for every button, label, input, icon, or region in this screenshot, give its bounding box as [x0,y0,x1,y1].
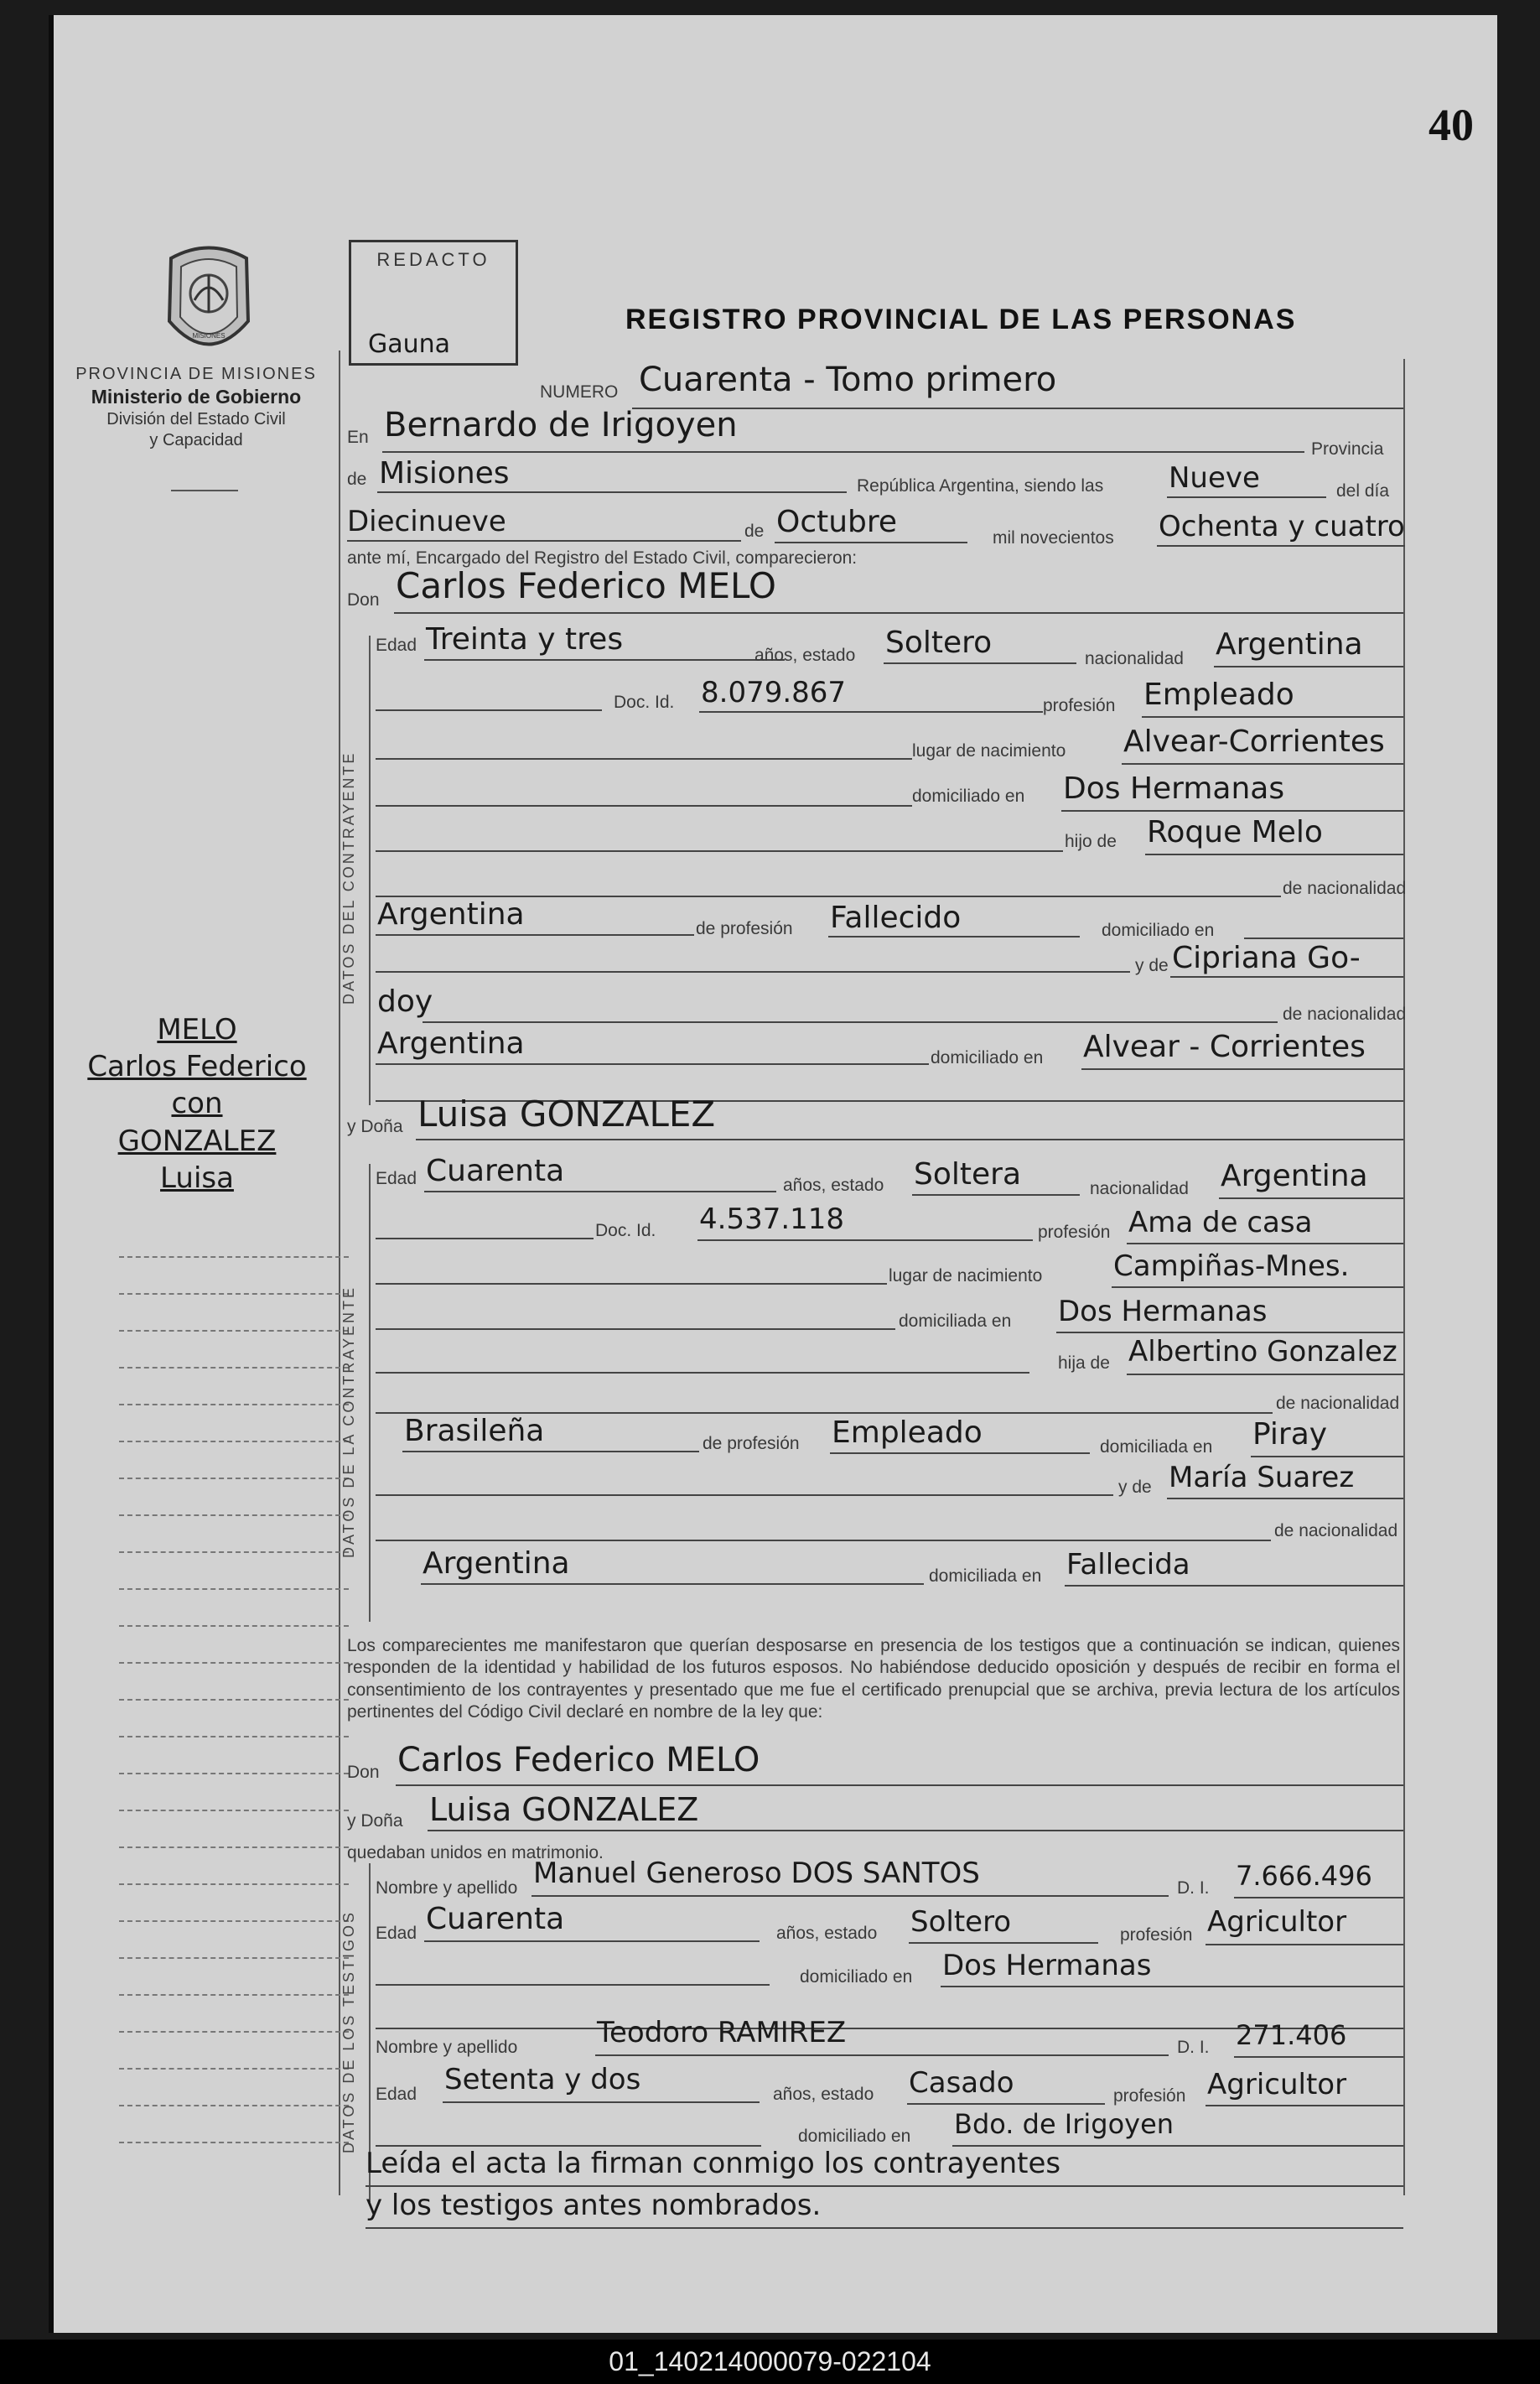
w2-nombre-label: Nombre y apellido [376,2038,518,2057]
margin-rule [119,1957,349,1959]
del-dia-label: del día [1336,481,1390,501]
w2-di: 271.406 [1236,2019,1347,2051]
groom-status: Soltero [885,626,993,660]
w2-age-line [443,2101,760,2103]
groom-y-de-label: y de [1135,956,1169,975]
margin-bride-name: Luisa [160,1161,234,1195]
groom-hijo-label: hijo de [1065,832,1117,851]
margin-rule [119,1846,349,1848]
groom-doc-line [699,711,1043,713]
ministry-heading [54,364,339,451]
bride-profession: Ama de casa [1128,1206,1313,1239]
groom-father-nationality: Argentina [377,897,525,932]
bride-father-domicile-line [1251,1456,1403,1457]
bride-nationality-line [1219,1197,1403,1199]
mil-novecientos-label: mil novecientos [993,528,1114,548]
bride-birthplace-line [1112,1286,1403,1288]
groom-status-line [884,662,1076,664]
division-name: División del Estado Civil [106,409,286,428]
bride-doc-lead-line [376,1238,594,1239]
groom-doc-label: Doc. Id. [614,693,675,712]
margin-rule [119,1810,349,1811]
bride-prof-label: profesión [1038,1223,1111,1242]
bride-doc-line [697,1239,1033,1241]
w2-di-label: D. I. [1177,2038,1210,2057]
margin-rule [119,1441,349,1442]
de-label: de [347,470,367,489]
groom-nac-label: nacionalidad [1085,649,1184,668]
bride-father-dom-label: domiciliada en [1100,1437,1213,1457]
groom-father-line [1145,854,1403,855]
margin-rule [119,1293,349,1295]
groom-father-profession-line [828,936,1080,937]
ministry-name: Ministerio de Gobierno [91,386,302,408]
frame-line-right [1403,359,1405,2195]
margin-rule [119,1551,349,1553]
margin-rule [119,1625,349,1627]
margin-rule [119,2031,349,2033]
bride-birthplace-label: lugar de nacimiento [889,1266,1043,1285]
groom-father-nac-label: de nacionalidad [1283,879,1407,898]
w1-prof-label: profesión [1120,1925,1193,1945]
bride-mother-nac-lead-line [376,1540,1271,1541]
redacto-box [349,240,518,366]
margin-rule [119,2142,349,2143]
provincial-seal-icon [154,242,263,367]
bride-domicile-line [1056,1332,1403,1333]
margin-rule [119,1883,349,1885]
margin-rule [119,1404,349,1405]
margin-rule [119,1699,349,1701]
w1-nombre-label: Nombre y apellido [376,1878,518,1898]
groom-parent-lead-line [376,850,1063,852]
bride-father-prof-label: de profesión [703,1434,800,1453]
w1-name: Manuel Generoso DOS SANTOS [533,1857,980,1890]
w2-domicile: Bdo. de Irigoyen [954,2108,1174,2140]
ante-mi-text: ante mí, Encargado del Registro del Estado Civil, comparecieron: [347,548,858,568]
bride-mother-domicile: Fallecida [1066,1548,1190,1582]
decl-unidos: quedaban unidos en matrimonio. [347,1843,604,1862]
groom-mother-nationality-line [376,1063,929,1065]
groom-mother: Cipriana Go- [1172,941,1361,975]
w1-di-label: D. I. [1177,1878,1210,1898]
margin-con: con [171,1087,223,1121]
provincia-label: Provincia [1311,439,1384,459]
w2-profession: Agricultor [1207,2068,1347,2101]
groom-father-dom-line [1244,937,1403,939]
bride-father-nationality: Brasileña [404,1414,545,1448]
en-label: En [347,428,369,447]
groom-father-prof-label: de profesión [696,919,793,938]
bride-dom-lead-line [376,1328,895,1330]
year-line [1157,545,1405,547]
margin-rule [119,1994,349,1996]
month-line [775,542,967,543]
svg-text:MISIONES: MISIONES [192,332,226,340]
bride-father-domicile: Piray [1252,1417,1328,1452]
margin-rule [119,1736,349,1737]
groom-mother-domicile-line [1081,1068,1403,1070]
margin-rule [119,1478,349,1479]
bride-mother-nac-label: de nacionalidad [1274,1521,1398,1540]
groom-bracket [369,636,371,1105]
republica-label: República Argentina, siendo las [857,476,1104,496]
province-name: PROVINCIA DE MISIONES [75,365,317,383]
act-month: Octubre [776,505,898,539]
hour-line [1167,496,1326,498]
margin-rule [119,1920,349,1922]
groom-prof-label: profesión [1043,696,1116,715]
redacto-label: REDACTO [376,249,490,270]
bride-dona-label: y Doña [347,1117,403,1136]
margin-rule [119,1588,349,1590]
closing-line-1: Leída el acta la firman conmigo los contrayentes [366,2147,1061,2180]
w1-domicile: Dos Hermanas [942,1949,1152,1982]
bride-doc: 4.537.118 [699,1202,845,1236]
groom-father-profession: Fallecido [830,901,962,935]
margin-rule [119,1662,349,1664]
province-line [377,491,847,493]
act-day: Diecinueve [347,505,506,538]
margin-given-names: Carlos Federico [87,1050,307,1084]
de-mes-label: de [744,522,765,541]
w1-age: Cuarenta [426,1902,565,1936]
bride-mother-lead-line [376,1494,1113,1496]
decl-don-label: Don [347,1763,380,1782]
w1-status-line [909,1942,1098,1944]
bride-birthplace: Campiñas-Mnes. [1113,1249,1350,1283]
groom-age-line [424,659,785,661]
margin-rule [119,1330,349,1332]
margin-rule [119,2105,349,2106]
groom-domicile-line [1061,810,1403,812]
declaration-text: Los comparecientes me manifestaron que querían desposarse en presencia de los testigos que a continuación se indican, quienes responden de la identidad y habilidad de los futuros esposos. No habiéndose deducido oposición y después de recibir en forma el consentimiento de los contrayentes y presentado que me fue el certificado prenupcial que se archiva, previa lectura de los artículos pertinentes del Código Civil declaré en nombre de la ley que: [347,1636,1400,1722]
groom-mother-lead-line [376,971,1130,973]
bride-hija-label: hija de [1058,1353,1110,1373]
closing-rule-1 [366,2185,1403,2187]
bride-parent-lead-line [376,1372,1029,1374]
day-line [347,540,741,542]
bride-anos-label: años, estado [783,1176,884,1195]
groom-mother-domicile: Alvear - Corrientes [1083,1030,1366,1064]
bride-father-nac-label: de nacionalidad [1276,1394,1400,1413]
bride-mother-nationality-line [421,1583,924,1585]
bride-doc-label: Doc. Id. [595,1221,656,1240]
groom-anos-label: años, estado [754,646,856,665]
w2-edad-label: Edad [376,2085,417,2104]
w1-di: 7.666.496 [1236,1860,1372,1892]
groom-birthplace: Alvear-Corrientes [1123,725,1385,759]
bride-birth-lead-line [376,1283,887,1285]
redacto-signature: Gauna [368,330,451,359]
margin-rule [119,1773,349,1774]
groom-birthplace-label: lugar de nacimiento [912,741,1066,761]
groom-mother-nac-label: de nacionalidad [1283,1005,1407,1024]
groom-name: Carlos Federico MELO [396,565,776,606]
w1-profession-line [1206,1944,1403,1945]
bride-mother-line [1167,1498,1403,1499]
bride-mother-domicile-line [1065,1585,1403,1587]
registry-title: REGISTRO PROVINCIAL DE LAS PERSONAS [625,304,1297,335]
place-line [382,451,1304,453]
w1-status: Soltero [910,1905,1012,1939]
groom-dom-lead-line [376,805,912,807]
groom-mother-line [1170,976,1403,978]
numero-line [632,408,1403,409]
groom-section-label: DATOS DEL CONTRAYENTE [340,751,357,1005]
heading-divider [171,490,238,491]
w2-status-line [907,2103,1105,2105]
bride-section-label: DATOS DE LA CONTRAYENTE [340,1285,357,1558]
groom-age: Treinta y tres [426,622,624,657]
division-name-cont: y Capacidad [149,430,243,449]
decl-bride-line [428,1830,1403,1831]
bride-domicile: Dos Hermanas [1058,1295,1268,1328]
groom-doc-lead-line [376,709,602,711]
margin-bride-surname: GONZALEZ [117,1124,277,1158]
bride-mother-nationality: Argentina [423,1546,570,1581]
bride-bracket [369,1164,371,1622]
margin-rule [119,1256,349,1258]
register-page [49,15,1497,2333]
groom-profession: Empleado [1143,678,1294,712]
bride-age: Cuarenta [426,1154,565,1188]
scan-id: 01_140214000079-022104 [609,2346,931,2376]
w2-status: Casado [909,2066,1014,2100]
groom-doc: 8.079.867 [701,676,847,709]
w1-edad-label: Edad [376,1924,417,1943]
w2-anos-label: años, estado [773,2085,874,2104]
act-year: Ochenta y cuatro [1159,510,1405,543]
witnesses-section-label: DATOS DE LOS TESTIGOS [340,1909,357,2153]
w2-name: Teodoro RAMIREZ [597,2016,847,2049]
groom-father-dom-label: domiciliado en [1102,921,1215,940]
bride-name-line [416,1139,1403,1140]
act-province: Misiones [379,456,510,491]
groom-father-nationality-line [376,934,694,936]
w1-anos-label: años, estado [776,1924,878,1943]
bride-father-line [1127,1374,1403,1375]
groom-domicile: Dos Hermanas [1063,771,1285,806]
groom-father: Roque Melo [1147,815,1323,849]
closing-rule-2 [366,2227,1403,2229]
bride-dom-label: domiciliada en [899,1311,1012,1331]
bride-mother-dom-label: domiciliada en [929,1566,1042,1586]
bride-status-line [912,1194,1080,1196]
w1-profession: Agricultor [1207,1905,1347,1939]
decl-groom: Carlos Federico MELO [397,1741,760,1779]
bride-father: Albertino Gonzalez [1128,1335,1397,1369]
margin-note [59,1011,335,1197]
w1-domicile-line [941,1986,1403,1987]
w1-name-line [531,1895,1169,1897]
bride-profession-line [1127,1243,1403,1244]
footer-strip [0,2340,1540,2384]
w2-name-line [595,2054,1169,2056]
groom-don-label: Don [347,590,380,610]
decl-bride: Luisa GONZALEZ [429,1791,699,1828]
w2-dom-label: domiciliado en [798,2127,911,2146]
page-number: 40 [1429,100,1474,150]
groom-name-line [394,612,1403,614]
bride-father-nationality-line [402,1451,699,1452]
w2-age: Setenta y dos [444,2063,641,2096]
groom-mother-nac-lead-line [423,1021,1278,1023]
bride-name: Luisa GONZALEZ [417,1093,716,1135]
bride-age-line [424,1191,776,1192]
w2-prof-label: profesión [1113,2086,1186,2106]
decl-dona-label: y Doña [347,1811,403,1831]
bride-y-de-label: y de [1118,1478,1152,1497]
w1-di-line [1234,1897,1403,1898]
groom-birth-lead-line [376,758,912,760]
act-hour: Nueve [1169,461,1260,495]
bride-father-profession: Empleado [832,1415,983,1450]
groom-edad-label: Edad [376,636,417,655]
act-place: Bernardo de Irigoyen [384,406,738,444]
w2-di-line [1234,2056,1403,2058]
margin-rule [119,1367,349,1369]
bride-mother: María Suarez [1169,1461,1355,1494]
w2-profession-line [1206,2105,1403,2106]
groom-dom-label: domiciliado en [912,787,1025,806]
w1-age-line [424,1940,760,1942]
groom-birthplace-line [1122,763,1403,765]
w1-dom-lead-line [376,1984,770,1986]
groom-nationality-line [1214,666,1403,667]
closing-line-2: y los testigos antes nombrados. [366,2189,822,2222]
groom-nationality: Argentina [1216,627,1363,662]
margin-rule [119,1514,349,1516]
groom-mother-cont: doy [377,984,433,1019]
w1-dom-label: domiciliado en [800,1967,913,1987]
margin-rule [119,2068,349,2070]
numero-label: NUMERO [540,382,619,402]
bride-edad-label: Edad [376,1169,417,1188]
bride-nac-label: nacionalidad [1090,1179,1189,1198]
decl-groom-line [396,1784,1403,1786]
margin-surname: MELO [157,1013,237,1047]
groom-mother-nationality: Argentina [377,1026,525,1061]
bride-nationality: Argentina [1221,1159,1368,1193]
bride-father-profession-line [830,1452,1090,1454]
act-number: Cuarenta - Tomo primero [639,361,1057,399]
bride-status: Soltera [914,1157,1022,1192]
groom-mother-dom-label: domiciliado en [931,1048,1044,1067]
groom-profession-line [1142,716,1403,718]
